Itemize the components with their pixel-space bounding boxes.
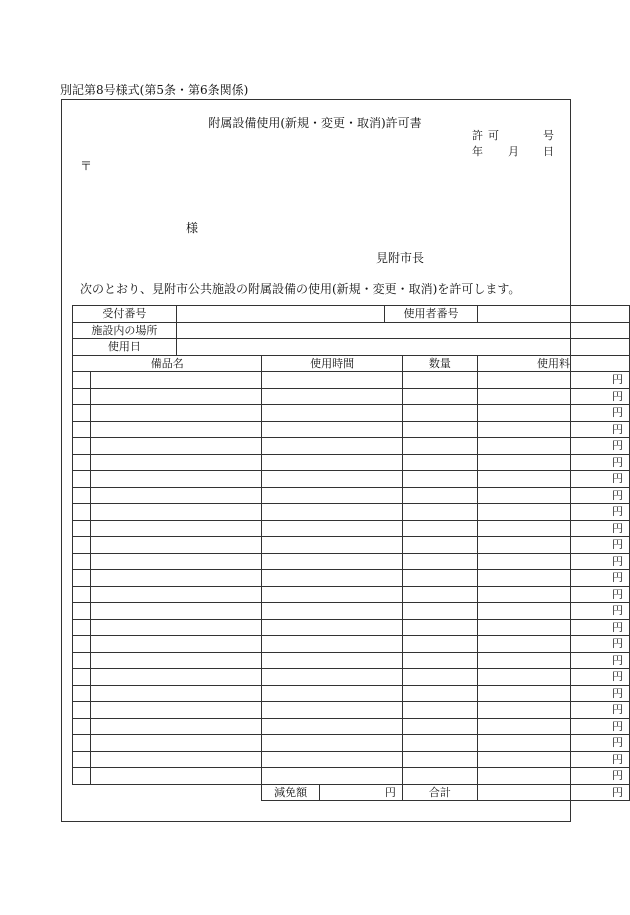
fee-cell[interactable]: 円 — [477, 768, 629, 785]
quantity-cell[interactable] — [402, 751, 477, 768]
row-marker-cell — [73, 702, 91, 719]
item-name-cell[interactable] — [90, 537, 262, 554]
receipt-number-row — [73, 306, 630, 323]
quantity-cell[interactable] — [402, 636, 477, 653]
use-date-label: 使用日 — [73, 339, 177, 356]
fee-cell[interactable]: 円 — [477, 603, 629, 620]
fee-cell[interactable]: 円 — [477, 504, 629, 521]
equipment-row — [73, 553, 630, 570]
equipment-row — [73, 388, 630, 405]
row-marker-cell — [73, 487, 91, 504]
row-marker-cell — [73, 619, 91, 636]
equipment-table — [72, 305, 630, 801]
quantity-cell[interactable] — [402, 586, 477, 603]
row-marker-cell — [73, 438, 91, 455]
equipment-row — [73, 421, 630, 438]
discount-amount[interactable]: 円 — [319, 784, 402, 801]
quantity-cell[interactable] — [402, 669, 477, 686]
postal-mark: 〒 — [80, 159, 93, 173]
row-marker-cell — [73, 603, 91, 620]
date-month: 月 — [508, 145, 519, 158]
recipient-honorific: 様 — [186, 221, 199, 235]
quantity-cell[interactable] — [402, 504, 477, 521]
document-title: 附属設備使用(新規・変更・取消)許可書 — [208, 116, 422, 130]
equipment-row — [73, 487, 630, 504]
equipment-row — [73, 669, 630, 686]
fee-cell[interactable]: 円 — [477, 652, 629, 669]
row-marker-cell — [73, 553, 91, 570]
fee-cell[interactable]: 円 — [477, 372, 629, 389]
permit-go: 号 — [543, 129, 554, 142]
equipment-row — [73, 520, 630, 537]
quantity-cell[interactable] — [402, 603, 477, 620]
quantity-cell[interactable] — [402, 471, 477, 488]
equipment-row — [73, 570, 630, 587]
row-marker-cell — [73, 652, 91, 669]
fee-cell[interactable]: 円 — [477, 669, 629, 686]
fee-cell[interactable]: 円 — [477, 471, 629, 488]
row-marker-cell — [73, 537, 91, 554]
equipment-row — [73, 636, 630, 653]
fee-cell[interactable]: 円 — [477, 718, 629, 735]
item-name-cell[interactable] — [90, 504, 262, 521]
usage-time-cell[interactable] — [262, 553, 402, 570]
fee-cell[interactable]: 円 — [477, 751, 629, 768]
total-label: 合計 — [402, 784, 477, 801]
usage-time-cell[interactable] — [262, 372, 402, 389]
date-day: 日 — [543, 145, 554, 158]
usage-time-cell[interactable] — [262, 603, 402, 620]
discount-label: 減免額 — [262, 784, 319, 801]
fee-cell[interactable]: 円 — [477, 685, 629, 702]
row-marker-cell — [73, 388, 91, 405]
usage-time-cell[interactable] — [262, 669, 402, 686]
equipment-row — [73, 718, 630, 735]
equipment-row — [73, 405, 630, 422]
equipment-row — [73, 735, 630, 752]
row-marker-cell — [73, 768, 91, 785]
item-name-cell[interactable] — [90, 652, 262, 669]
receipt-number-label: 受付番号 — [73, 306, 177, 323]
fee-cell[interactable]: 円 — [477, 735, 629, 752]
row-marker-cell — [73, 504, 91, 521]
row-marker-cell — [73, 718, 91, 735]
item-name-cell[interactable] — [90, 471, 262, 488]
fee-cell[interactable]: 円 — [477, 636, 629, 653]
usage-time-cell[interactable] — [262, 702, 402, 719]
column-header-row — [73, 355, 630, 372]
footer-row — [73, 784, 630, 801]
quantity-cell[interactable] — [402, 685, 477, 702]
equipment-row — [73, 603, 630, 620]
column-quantity: 数量 — [402, 355, 477, 372]
item-name-cell[interactable] — [90, 520, 262, 537]
item-name-cell[interactable] — [90, 718, 262, 735]
use-date-field[interactable] — [176, 339, 629, 356]
usage-time-cell[interactable] — [262, 570, 402, 587]
permit-statement: 次のとおり、見附市公共施設の附属設備の使用(新規・変更・取消)を許可します。 — [80, 282, 521, 296]
usage-time-cell[interactable] — [262, 471, 402, 488]
row-marker-cell — [73, 454, 91, 471]
usage-time-cell[interactable] — [262, 619, 402, 636]
item-name-cell[interactable] — [90, 768, 262, 785]
quantity-cell[interactable] — [402, 537, 477, 554]
quantity-cell[interactable] — [402, 735, 477, 752]
use-date-row — [73, 339, 630, 356]
item-name-cell[interactable] — [90, 586, 262, 603]
equipment-row — [73, 504, 630, 521]
row-marker-cell — [73, 586, 91, 603]
fee-cell[interactable]: 円 — [477, 553, 629, 570]
fee-cell[interactable]: 円 — [477, 586, 629, 603]
quantity-cell[interactable] — [402, 520, 477, 537]
equipment-row — [73, 652, 630, 669]
fee-cell[interactable]: 円 — [477, 405, 629, 422]
equipment-row — [73, 702, 630, 719]
quantity-cell[interactable] — [402, 487, 477, 504]
item-name-cell[interactable] — [90, 405, 262, 422]
item-name-cell[interactable] — [90, 421, 262, 438]
quantity-cell[interactable] — [402, 718, 477, 735]
equipment-row — [73, 471, 630, 488]
equipment-row — [73, 454, 630, 471]
row-marker-cell — [73, 735, 91, 752]
item-name-cell[interactable] — [90, 751, 262, 768]
quantity-cell[interactable] — [402, 702, 477, 719]
quantity-cell[interactable] — [402, 768, 477, 785]
usage-time-cell[interactable] — [262, 504, 402, 521]
permit-ka: 可 — [488, 129, 499, 142]
row-marker-cell — [73, 405, 91, 422]
item-name-cell[interactable] — [90, 636, 262, 653]
item-name-cell[interactable] — [90, 685, 262, 702]
date-year: 年 — [472, 145, 483, 158]
fee-cell[interactable]: 円 — [477, 487, 629, 504]
item-name-cell[interactable] — [90, 619, 262, 636]
item-name-cell[interactable] — [90, 388, 262, 405]
usage-time-cell[interactable] — [262, 652, 402, 669]
item-name-cell[interactable] — [90, 702, 262, 719]
item-name-cell[interactable] — [90, 553, 262, 570]
equipment-row — [73, 768, 630, 785]
location-label: 施設内の場所 — [73, 322, 177, 339]
column-item-name: 備品名 — [73, 355, 262, 372]
location-field[interactable] — [176, 322, 629, 339]
row-marker-cell — [73, 570, 91, 587]
usage-time-cell[interactable] — [262, 537, 402, 554]
fee-cell[interactable]: 円 — [477, 570, 629, 587]
usage-time-cell[interactable] — [262, 421, 402, 438]
usage-time-cell[interactable] — [262, 405, 402, 422]
issuer-mayor: 見附市長 — [376, 251, 425, 265]
item-name-cell[interactable] — [90, 669, 262, 686]
quantity-cell[interactable] — [402, 570, 477, 587]
usage-time-cell[interactable] — [262, 768, 402, 785]
form-number-label: 別記第8号様式(第5条・第6条関係) — [60, 83, 249, 97]
usage-time-cell[interactable] — [262, 735, 402, 752]
equipment-row — [73, 751, 630, 768]
quantity-cell[interactable] — [402, 421, 477, 438]
footer-blank — [73, 784, 177, 801]
quantity-cell[interactable] — [402, 405, 477, 422]
row-marker-cell — [73, 520, 91, 537]
equipment-row — [73, 685, 630, 702]
footer-blank — [176, 784, 262, 801]
equipment-row — [73, 619, 630, 636]
row-marker-cell — [73, 751, 91, 768]
usage-time-cell[interactable] — [262, 685, 402, 702]
quantity-cell[interactable] — [402, 652, 477, 669]
item-name-cell[interactable] — [90, 570, 262, 587]
fee-cell[interactable]: 円 — [477, 702, 629, 719]
row-marker-cell — [73, 685, 91, 702]
item-name-cell[interactable] — [90, 372, 262, 389]
row-marker-cell — [73, 669, 91, 686]
quantity-cell[interactable] — [402, 372, 477, 389]
receipt-number-field[interactable] — [176, 306, 384, 323]
usage-time-cell[interactable] — [262, 586, 402, 603]
user-number-label: 使用者番号 — [385, 306, 478, 323]
equipment-row — [73, 372, 630, 389]
usage-time-cell[interactable] — [262, 520, 402, 537]
item-name-cell[interactable] — [90, 487, 262, 504]
fee-cell[interactable]: 円 — [477, 520, 629, 537]
fee-cell[interactable]: 円 — [477, 454, 629, 471]
usage-time-cell[interactable] — [262, 636, 402, 653]
location-row — [73, 322, 630, 339]
column-usage-time: 使用時間 — [262, 355, 402, 372]
user-number-field[interactable] — [477, 306, 629, 323]
fee-cell[interactable]: 円 — [477, 537, 629, 554]
item-name-cell[interactable] — [90, 603, 262, 620]
item-name-cell[interactable] — [90, 438, 262, 455]
row-marker-cell — [73, 421, 91, 438]
permit-kyo: 許 — [472, 129, 483, 142]
usage-time-cell[interactable] — [262, 438, 402, 455]
quantity-cell[interactable] — [402, 454, 477, 471]
fee-cell[interactable]: 円 — [477, 619, 629, 636]
row-marker-cell — [73, 372, 91, 389]
fee-cell[interactable]: 円 — [477, 438, 629, 455]
fee-cell[interactable]: 円 — [477, 421, 629, 438]
usage-time-cell[interactable] — [262, 487, 402, 504]
quantity-cell[interactable] — [402, 388, 477, 405]
usage-time-cell[interactable] — [262, 388, 402, 405]
usage-time-cell[interactable] — [262, 454, 402, 471]
usage-time-cell[interactable] — [262, 751, 402, 768]
quantity-cell[interactable] — [402, 553, 477, 570]
quantity-cell[interactable] — [402, 438, 477, 455]
item-name-cell[interactable] — [90, 735, 262, 752]
fee-cell[interactable]: 円 — [477, 388, 629, 405]
column-fee: 使用料 — [477, 355, 629, 372]
usage-time-cell[interactable] — [262, 718, 402, 735]
row-marker-cell — [73, 471, 91, 488]
quantity-cell[interactable] — [402, 619, 477, 636]
equipment-row — [73, 438, 630, 455]
total-amount[interactable]: 円 — [477, 784, 629, 801]
item-name-cell[interactable] — [90, 454, 262, 471]
equipment-row — [73, 586, 630, 603]
row-marker-cell — [73, 636, 91, 653]
equipment-row — [73, 537, 630, 554]
